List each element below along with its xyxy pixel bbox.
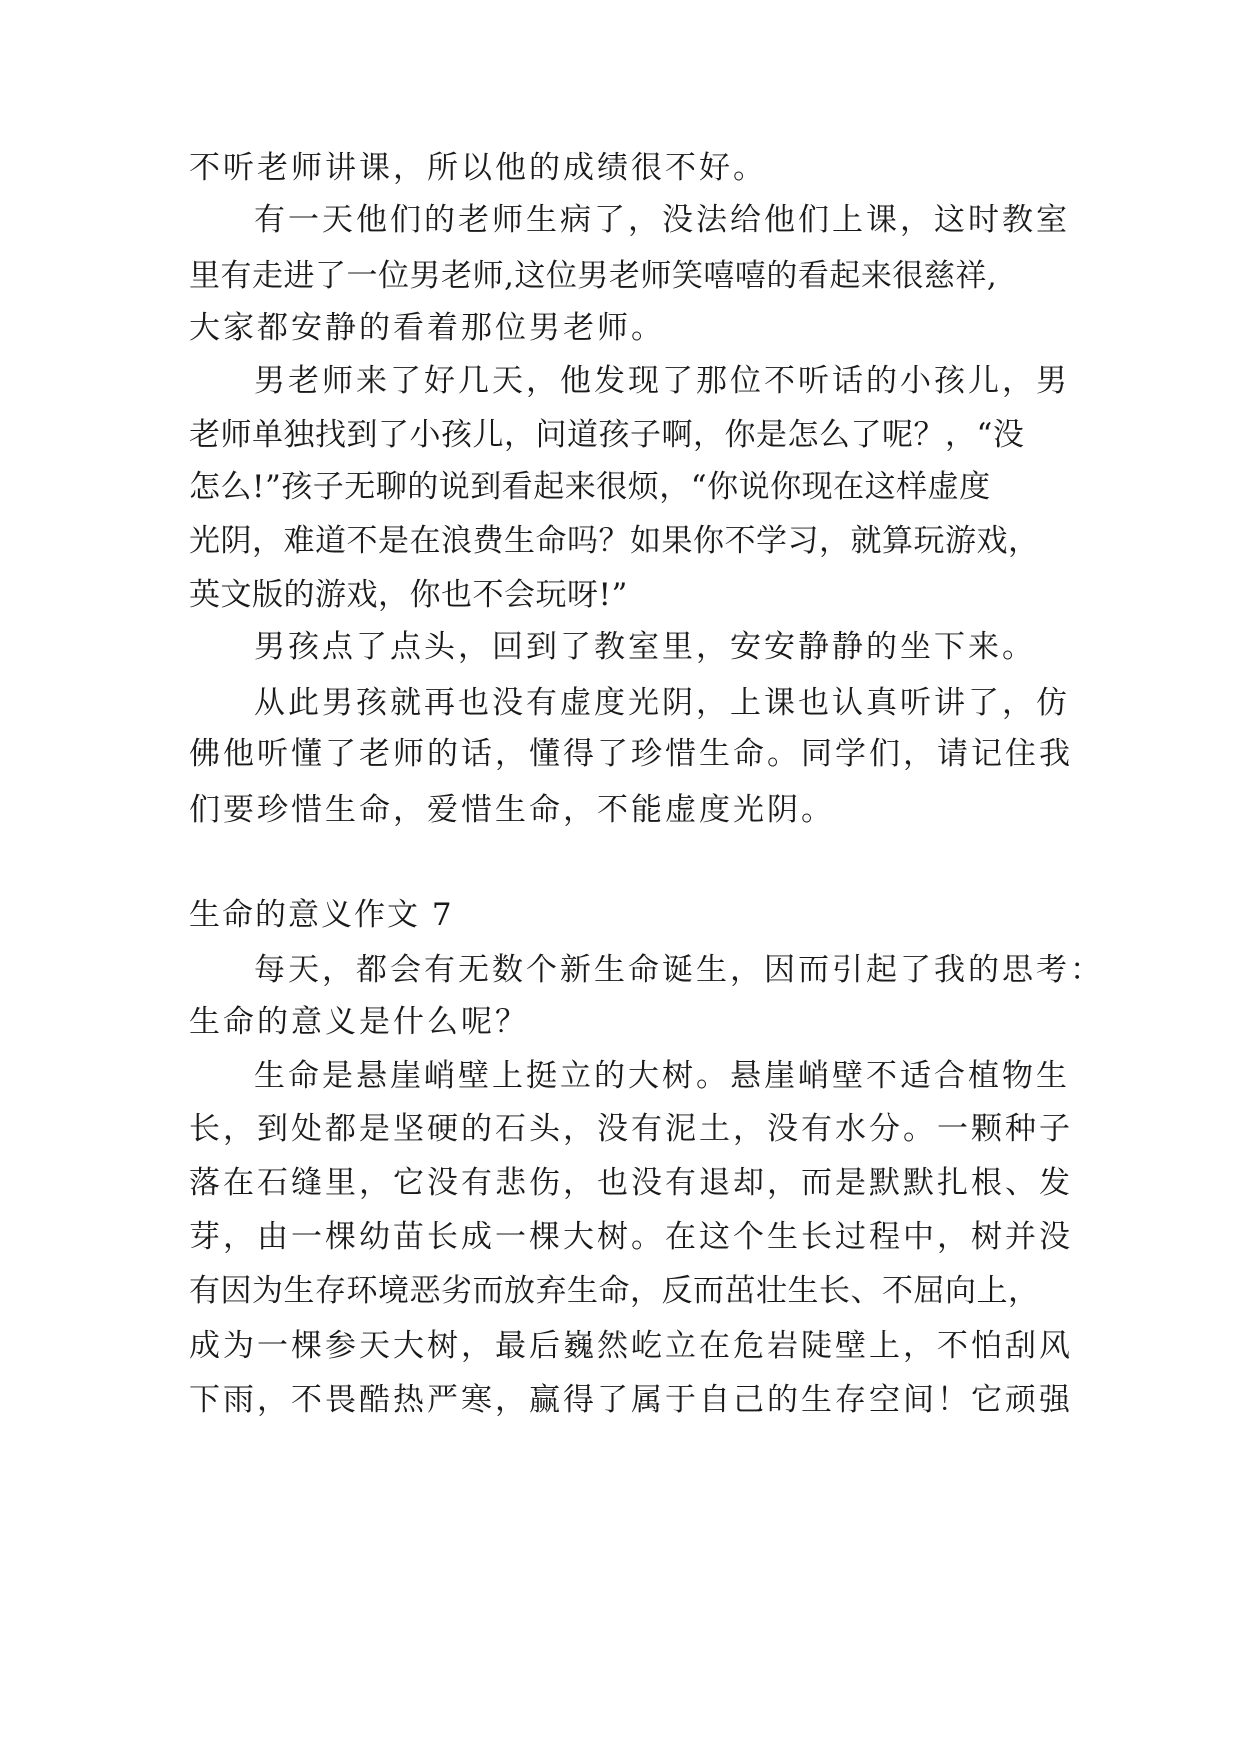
paragraph-line: 长，到处都是坚硬的石头，没有泥土，没有水分。一颗种子 — [189, 1111, 1073, 1147]
paragraph-line: 里有走进了一位男老师,这位男老师笑嘻嘻的看起来很慈祥, — [189, 258, 998, 294]
paragraph-line: 光阴，难道不是在浪费生命吗？如果你不学习，就算玩游戏， — [189, 523, 1040, 559]
paragraph-line: 下雨，不畏酷热严寒，赢得了属于自己的生存空间！它顽强 — [189, 1382, 1073, 1418]
paragraph-line: 英文版的游戏，你也不会玩呀!” — [189, 577, 628, 613]
paragraph-line: 每天，都会有无数个新生命诞生，因而引起了我的思考： — [254, 952, 1104, 988]
paragraph-line: 们要珍惜生命，爱惜生命，不能虚度光阴。 — [189, 792, 835, 828]
paragraph-line: 不听老师讲课，所以他的成绩很不好。 — [189, 150, 767, 186]
paragraph-line: 有一天他们的老师生病了，没法给他们上课，这时教室 — [254, 202, 1070, 238]
paragraph-line: 从此男孩就再也没有虚度光阴，上课也认真听讲了，仿 — [254, 685, 1070, 721]
paragraph-line: 老师单独找到了小孩儿，问道孩子啊，你是怎么了呢？，“没 — [189, 417, 1025, 453]
paragraph-line: 大家都安静的看着那位男老师。 — [189, 310, 665, 346]
paragraph-line: 落在石缝里，它没有悲伤，也没有退却，而是默默扎根、发 — [189, 1165, 1073, 1201]
paragraph-line: 成为一棵参天大树，最后巍然屹立在危岩陡壁上，不怕刮风 — [189, 1328, 1073, 1364]
paragraph-line: 男孩点了点头，回到了教室里，安安静静的坐下来。 — [254, 629, 1036, 665]
paragraph-line: 生命是悬崖峭壁上挺立的大树。悬崖峭壁不适合植物生 — [254, 1058, 1070, 1094]
paragraph-line: 生命的意义是什么呢？ — [189, 1004, 529, 1040]
paragraph-line: 男老师来了好几天，他发现了那位不听话的小孩儿，男 — [254, 363, 1070, 399]
paragraph-line: 芽，由一棵幼苗长成一棵大树。在这个生长过程中，树并没 — [189, 1219, 1073, 1255]
paragraph-line: 怎么!”孩子无聊的说到看起来很烦，“你说你现在这样虚度 — [189, 469, 991, 505]
section-heading: 生命的意义作文 7 — [189, 897, 454, 933]
paragraph-line: 佛他听懂了老师的话，懂得了珍惜生命。同学们，请记住我 — [189, 736, 1073, 772]
paragraph-line: 有因为生存环境恶劣而放弃生命，反而茁壮生长、不屈向上， — [189, 1273, 1040, 1309]
